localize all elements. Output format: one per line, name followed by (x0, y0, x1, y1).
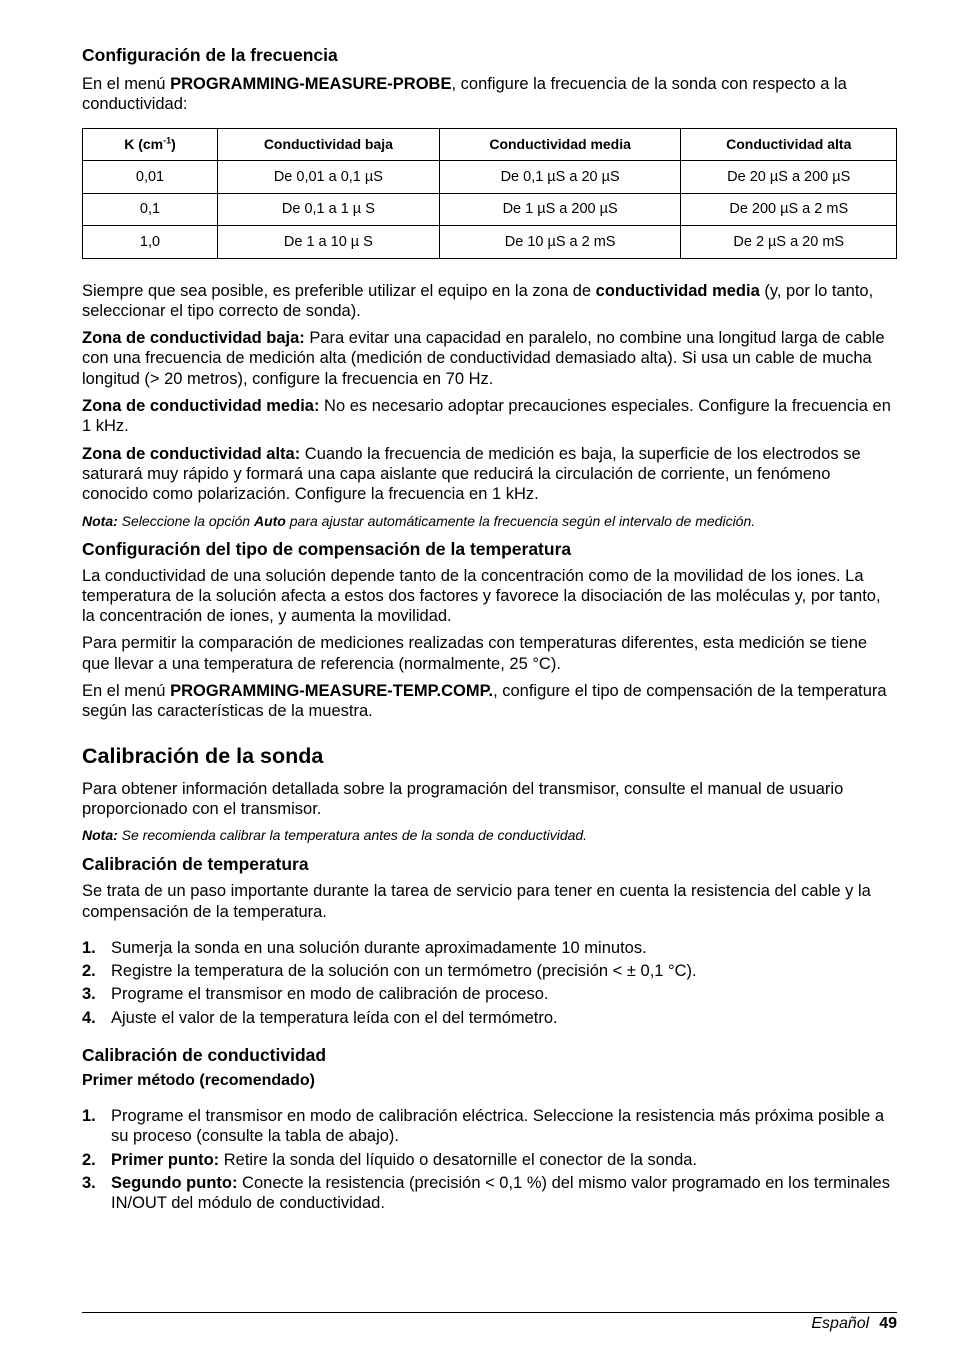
table-row (83, 193, 897, 226)
paragraph-conductividad-solucion: La conductividad de una solución depende tanto de la concentración como de la movilidad de los iones. La temperatura de la solución afecta a estos dos factores y favorece la disociación de las moléculas y, por tanto, la concentración de iones, y aumenta la movilidad. (82, 566, 881, 626)
temperature-steps (82, 938, 897, 1028)
table-header-row (83, 128, 897, 161)
header-high: Conductividad alta (681, 128, 897, 161)
paragraph-informacion: Para obtener información detallada sobre la programación del transmisor, consulte el manual de usuario proporcionado con el transmisor. (82, 779, 844, 818)
table-cell: De 2 µS a 20 mS (681, 226, 897, 259)
frequency-table (82, 128, 897, 259)
paragraph-comparacion: Para permitir la comparación de mediciones realizadas con temperaturas diferentes, esta medición se tiene que llevar a una temperatura de referencia (normalmente, 25 °C). (82, 634, 868, 673)
section-title-calibracion-sonda: Calibración de la sonda (82, 743, 324, 768)
table-cell: De 0,01 a 0,1 µS (218, 161, 440, 194)
table-cell: De 200 µS a 2 mS (681, 193, 897, 226)
menu-path: PROGRAMMING-MEASURE-TEMP.COMP. (170, 682, 494, 701)
section-title-compensacion: Configuración del tipo de compensación de la temperatura (82, 538, 572, 559)
list-item: 4. Ajuste el valor de la temperatura leída con el del termómetro. (82, 1008, 558, 1027)
note-calibrar: Nota: Se recomienda calibrar la temperatura antes de la sonda de conductividad. (82, 827, 588, 844)
table-cell: De 1 µS a 200 µS (439, 193, 681, 226)
paragraph-paso-importante: Se trata de un paso importante durante la tarea de servicio para tener en cuenta la resistencia del cable y la compensación de la temperatura. (82, 882, 871, 921)
table-cell: De 1 a 10 µ S (218, 226, 440, 259)
paragraph-zona-media: Zona de conductividad media: No es necesario adoptar precauciones especiales. Configure la frecuencia en 1 kHz. (82, 397, 891, 436)
paragraph-zona-baja: Zona de conductividad baja: Para evitar una capacidad en paralelo, no combine una longitud larga de cable con una frecuencia de medición alta (medición de conductividad demasiado alta). Si usa un cable de mucha longitud (> 20 metros), configure la frecuencia en 70 Hz. (82, 329, 885, 388)
list-item: 2. Primer punto: Retire la sonda del líquido o desatornille el conector de la sonda. (82, 1150, 698, 1169)
list-item: 2. Registre la temperatura de la solución con un termómetro (precisión < ± 0,1 °C). (82, 962, 697, 981)
subsection-title-primer-metodo: Primer método (recomendado) (82, 1072, 315, 1090)
table-cell: De 0,1 µS a 20 µS (439, 161, 681, 194)
section-title-calibracion-temperatura: Calibración de temperatura (82, 854, 309, 875)
table-cell: 1,0 (83, 226, 218, 259)
footer-language: Español (811, 1315, 870, 1332)
section-title-calibracion-conductividad: Calibración de conductividad (82, 1045, 327, 1066)
list-item: 3. Segundo punto: Conecte la resistencia (precisión < 0,1 %) del mismo valor programado en los terminales IN/OUT del módulo de conductividad. (82, 1173, 890, 1213)
list-item: 1. Programe el transmisor en modo de calibración eléctrica. Seleccione la resistencia más próxima posible a su proceso (consulte la tabla de abajo). (82, 1107, 885, 1146)
intro-paragraph: En el menú PROGRAMMING-MEASURE-PROBE, configure la frecuencia de la sonda con respecto a la conductividad: (82, 75, 847, 114)
paragraph-menu-temp: En el menú PROGRAMMING-MEASURE-TEMP.COMP., configure el tipo de compensación de la temperatura según las características de la muestra. (82, 682, 887, 721)
list-item: 1. Sumerja la sonda en una solución durante aproximadamente 10 minutos. (82, 938, 647, 957)
header-low: Conductividad baja (218, 128, 440, 161)
header-medium: Conductividad media (439, 128, 681, 161)
section-title-frecuencia: Configuración de la frecuencia (82, 45, 338, 65)
table-row (83, 161, 897, 194)
table-cell: De 0,1 a 1 µ S (218, 193, 440, 226)
table-cell: 0,01 (83, 161, 218, 194)
menu-path: PROGRAMMING-MEASURE-PROBE (170, 75, 452, 93)
table-row (83, 226, 897, 259)
page-footer (82, 1312, 897, 1332)
header-k: K $(cm^{-1})$ (83, 128, 218, 161)
paragraph-zona-alta: Zona de conductividad alta: Cuando la frecuencia de medición es baja, la superficie de los electrodos se saturará muy rápido y formará una capa aislante que reducirá la circulación de corriente, un fenómeno conocido como polarización. Configure la frecuencia en 1 kHz. (82, 444, 861, 504)
document-page (82, 44, 897, 1214)
table-cell: 0,1 (83, 193, 218, 226)
table-cell: De 10 µS a 2 mS (439, 226, 681, 259)
footer-text (811, 1315, 897, 1333)
list-item: 3. Programe el transmisor en modo de calibración de proceso. (82, 985, 549, 1004)
page-number: 49 (879, 1315, 897, 1332)
table-cell: De 20 µS a 200 µS (681, 161, 897, 194)
paragraph-preferible: Siempre que sea posible, es preferible utilizar el equipo en la zona de conductividad media (y, por lo tanto, seleccionar el tipo correcto de sonda). (82, 281, 874, 320)
conductivity-steps (82, 1106, 897, 1213)
note-auto: Nota: Seleccione la opción Auto para ajustar automáticamente la frecuencia según el intervalo de medición. (82, 512, 756, 529)
